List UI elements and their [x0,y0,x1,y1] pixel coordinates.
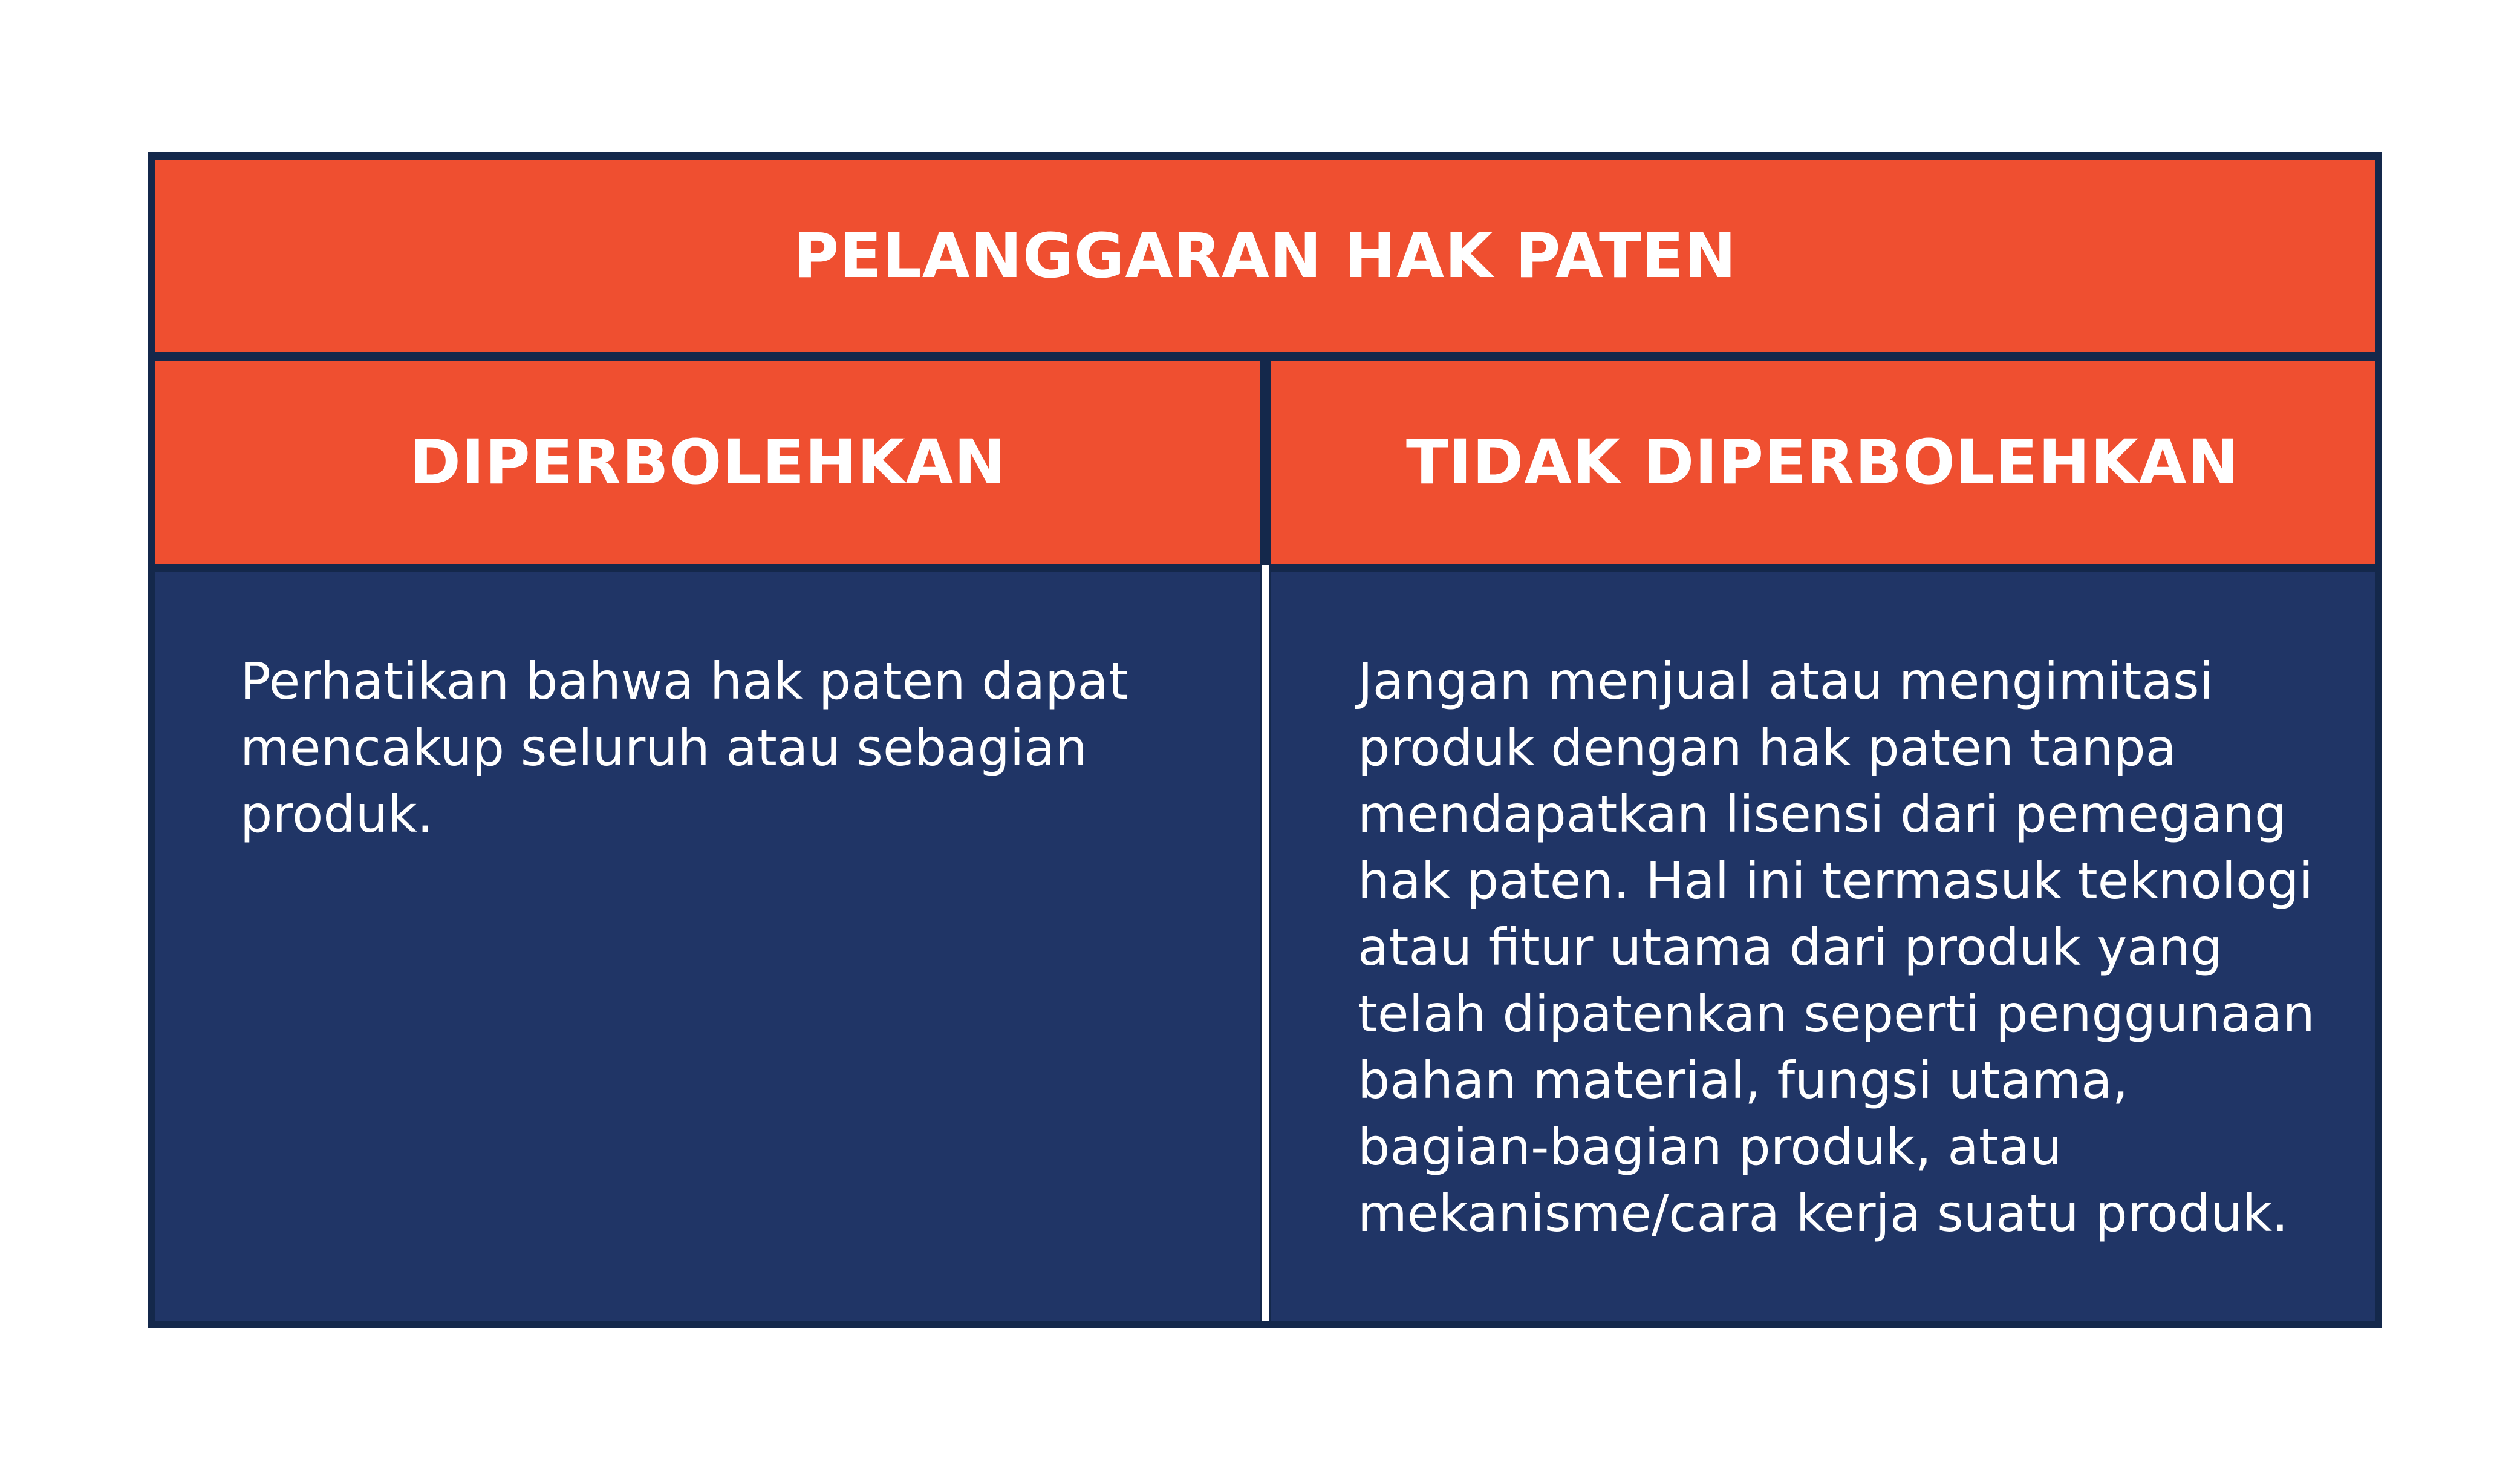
column-divider [1262,565,1269,1321]
column-header-not-allowed [1271,361,2375,564]
allowed-description: Perhatikan bahwa hak paten dapat mencakup seluruh atau sebagian produk. [240,651,1128,844]
table-title: PELANGGARAN HAK PATEN [793,220,1737,292]
table-title-cell [155,160,2375,352]
patent-infringement-table [148,152,2382,1328]
column-header-allowed [155,361,1260,564]
column-body-allowed [155,572,1260,1321]
column-header-not-allowed-label: TIDAK DIPERBOLEHKAN [1405,426,2240,498]
not-allowed-description: Jangan menjual atau mengimitasi produk dengan hak paten tanpa mendapatkan lisensi dari pemegang hak paten. Hal ini termasuk teknologi atau fitur utama dari produk yang telah dipatenkan seperti penggunaan bahan material, fungsi utama, bagian-bagian produk, atau mekanisme/cara kerja suatu produk. [1358,651,2315,1243]
column-header-allowed-label: DIPERBOLEHKAN [409,426,1006,498]
column-body-not-allowed [1271,572,2375,1321]
